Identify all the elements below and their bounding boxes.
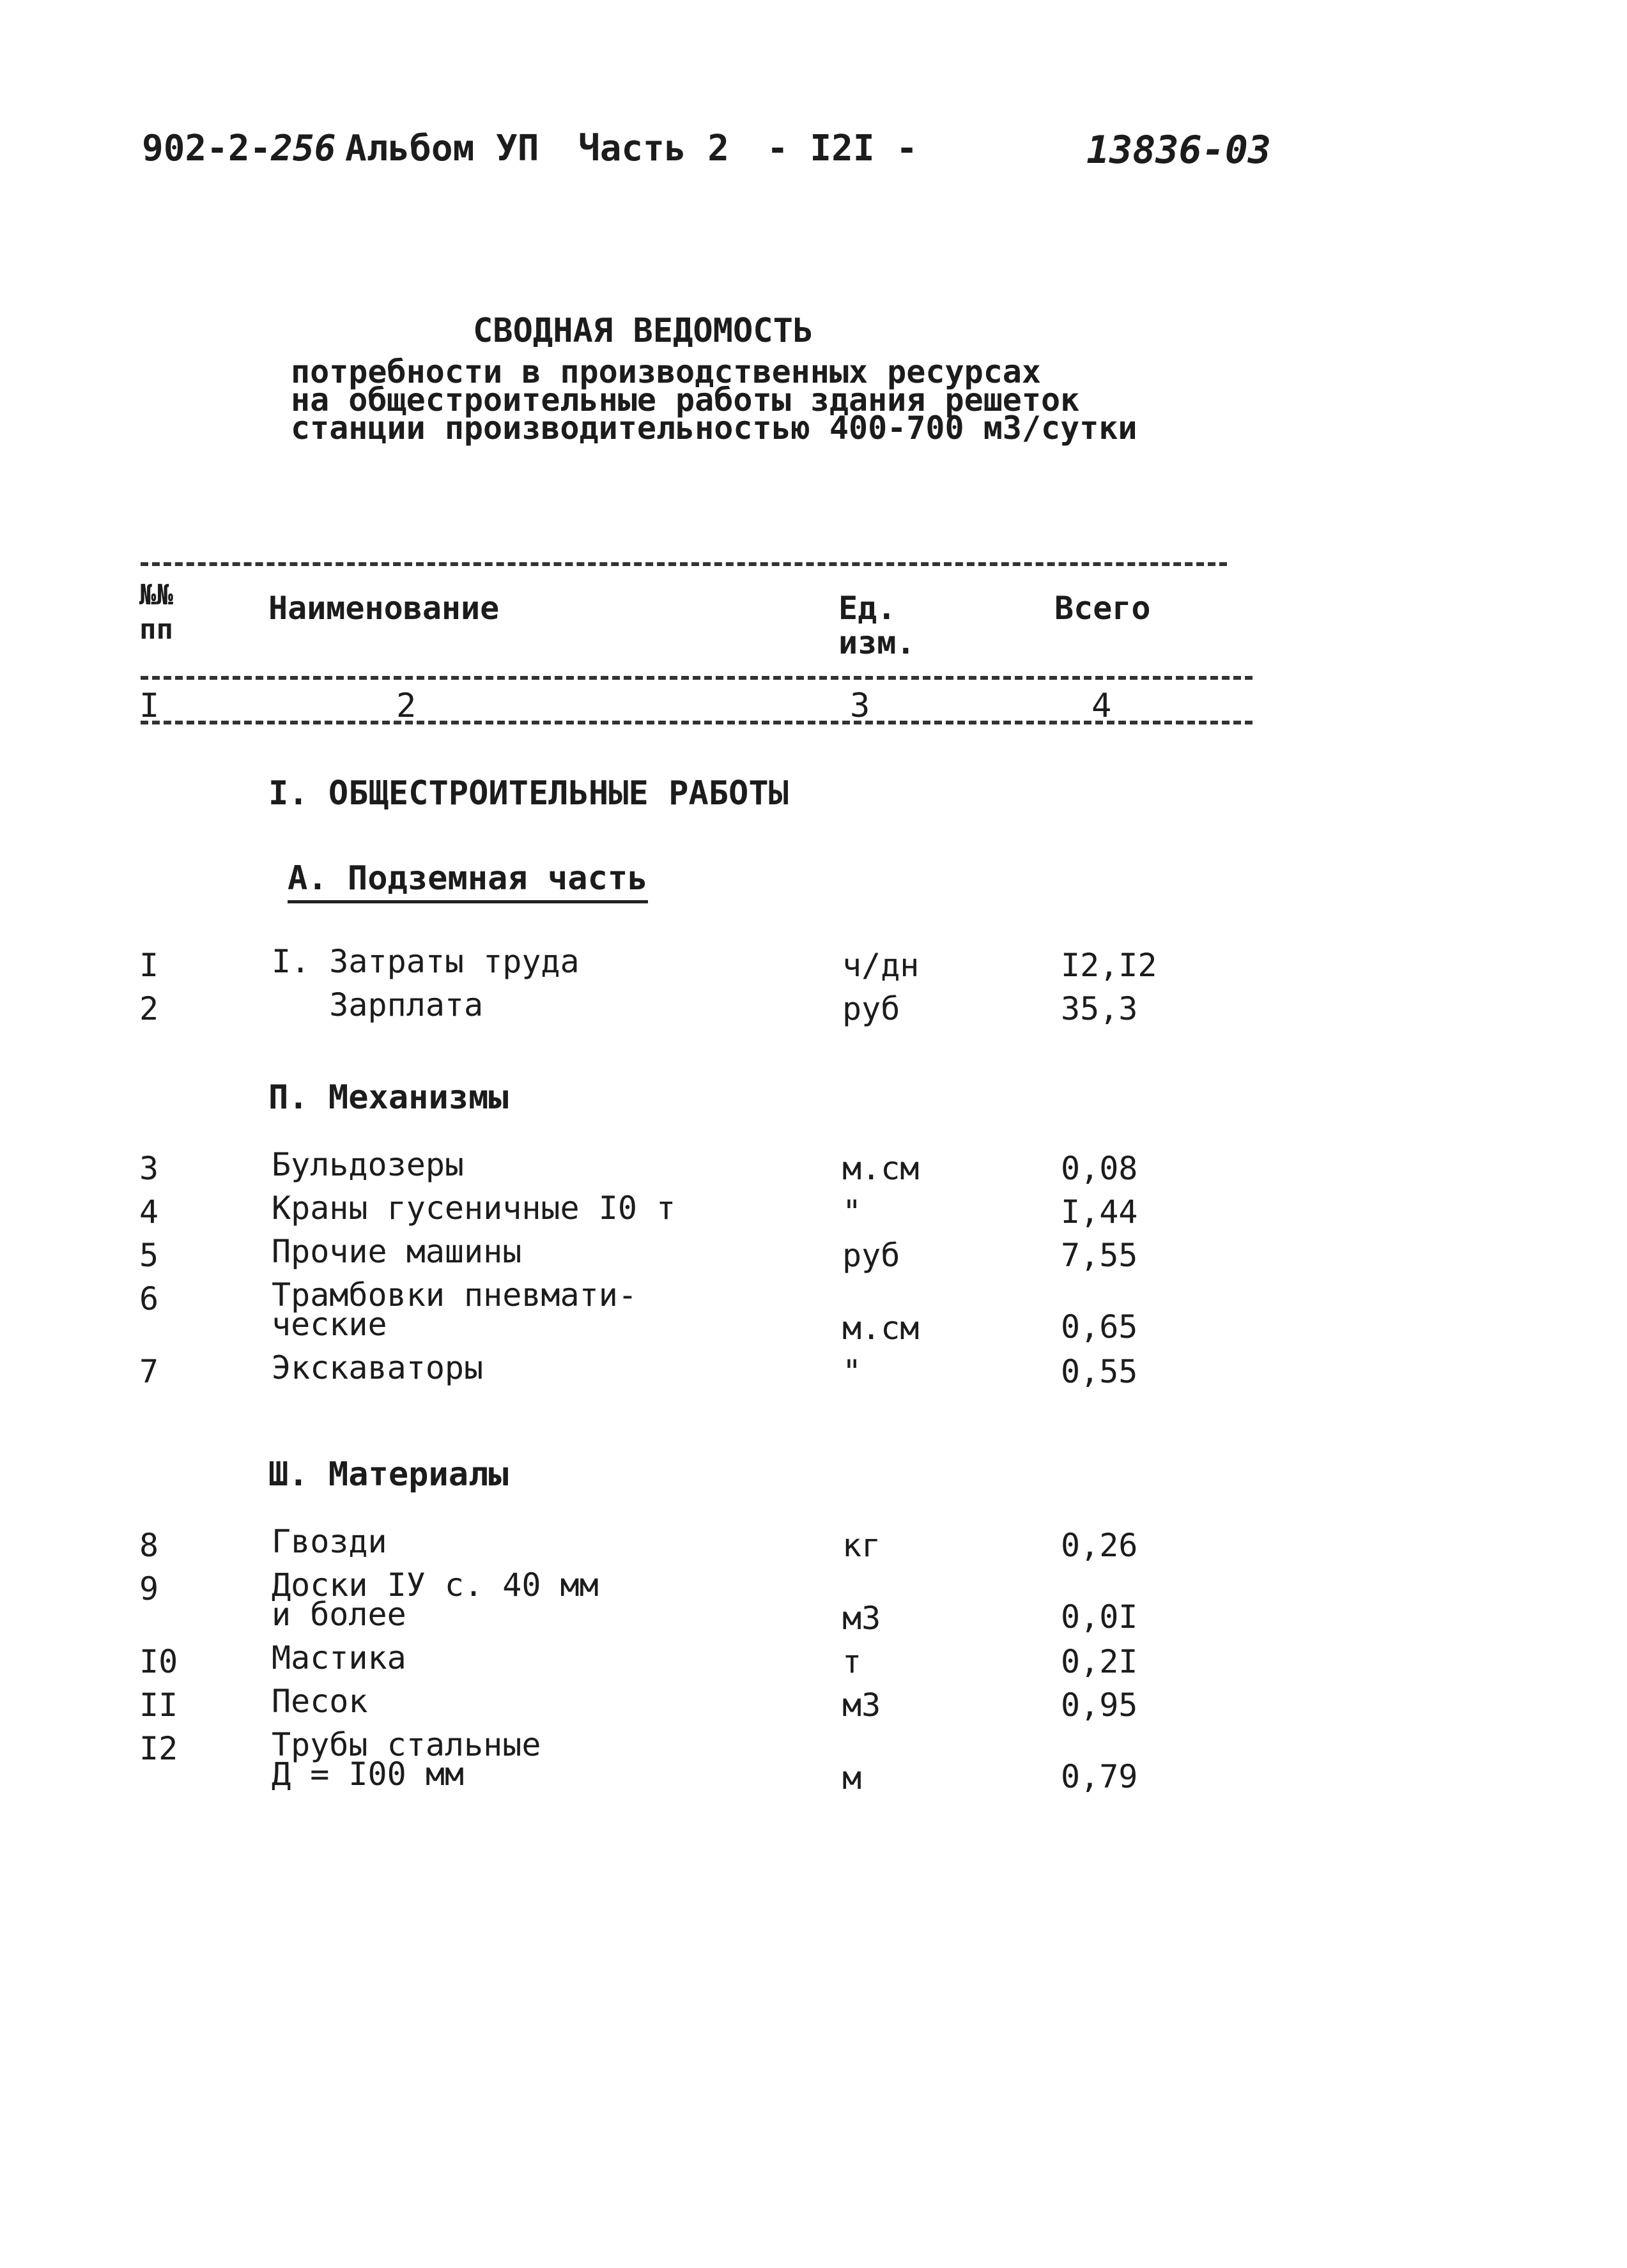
row-name: Песок: [272, 1683, 368, 1720]
table-row: [0, 1190, 1627, 1237]
doc-code-handwritten: 256: [271, 128, 336, 169]
column-number-1: I: [139, 687, 160, 725]
row-unit: м3: [842, 1687, 881, 1724]
row-number: 9: [139, 1570, 159, 1607]
table-row: [0, 1146, 1627, 1193]
row-unit: кг: [842, 1527, 881, 1564]
row-total: 35,3: [1061, 990, 1138, 1027]
table-row: [0, 1276, 1627, 1351]
row-number: I0: [139, 1643, 178, 1680]
row-unit: ч/дн: [842, 947, 920, 984]
row-unit: ": [842, 1193, 862, 1230]
row-total: 0,55: [1061, 1353, 1138, 1390]
row-number: 5: [139, 1237, 159, 1274]
row-name: Экскаваторы: [272, 1349, 484, 1386]
column-number-4: 4: [1091, 687, 1112, 725]
table-row: [0, 943, 1627, 990]
row-number: 8: [139, 1527, 159, 1564]
row-unit: ": [842, 1353, 862, 1390]
table-row: [0, 1683, 1627, 1730]
row-total: 0,26: [1061, 1527, 1138, 1564]
row-total: I2,I2: [1061, 947, 1157, 984]
row-unit: м3: [842, 1600, 881, 1637]
table-row: [0, 1567, 1627, 1641]
album-label: Альбом УП: [345, 128, 539, 169]
group-mechanisms: П. Механизмы: [268, 1078, 509, 1117]
row-name: I. Затраты труда: [272, 943, 580, 980]
row-name: Мастика: [272, 1639, 406, 1676]
column-numbers-rule: [141, 721, 1253, 724]
column-header-unit: Ед. изм.: [838, 590, 916, 661]
row-total: 0,08: [1061, 1150, 1138, 1187]
row-name: Трамбовки пневмати- ческие: [272, 1276, 637, 1343]
row-total: 0,2I: [1061, 1643, 1138, 1680]
column-header-total: Всего: [1054, 590, 1151, 627]
column-number-2: 2: [396, 687, 417, 725]
row-number: I2: [139, 1730, 178, 1767]
table-row: [0, 1726, 1627, 1800]
column-header-number: №№ пп: [139, 579, 173, 646]
header-rule: [141, 676, 1253, 680]
row-unit: т: [842, 1643, 862, 1680]
row-number: I: [139, 947, 159, 984]
row-total: 0,65: [1061, 1308, 1138, 1345]
subsection-title: А. Подземная часть: [288, 859, 648, 903]
row-name: Зарплата: [272, 986, 484, 1023]
table-row: [0, 1233, 1627, 1280]
row-name: Доски IУ с. 40 мм и более: [272, 1567, 599, 1633]
column-number-3: 3: [850, 687, 870, 725]
table-row: [0, 1523, 1627, 1570]
inventory-stamp: 13836-03: [1086, 128, 1271, 172]
row-total: I,44: [1061, 1193, 1138, 1230]
row-total: 0,0I: [1061, 1598, 1138, 1636]
table-row: [0, 1639, 1627, 1687]
page-number: - I2I -: [767, 128, 918, 169]
subtitle-line-3: станции производительностью 400-700 м3/сутки: [291, 410, 1137, 447]
row-unit: м: [842, 1759, 862, 1797]
column-header-name: Наименование: [268, 590, 500, 627]
table-top-rule: [141, 562, 1227, 566]
row-number: 7: [139, 1353, 159, 1390]
document-title: СВОДНАЯ ВЕДОМОСТЬ: [473, 312, 814, 350]
group-materials: Ш. Материалы: [268, 1455, 509, 1494]
row-number: 4: [139, 1193, 159, 1230]
row-name: Бульдозеры: [272, 1146, 465, 1183]
table-row: [0, 986, 1627, 1034]
table-row: [0, 1349, 1627, 1397]
subtitle-line-2: на общестроительные работы здания решеток: [291, 381, 1080, 418]
row-unit: м.см: [842, 1310, 920, 1347]
row-number: II: [139, 1687, 178, 1724]
row-total: 7,55: [1061, 1237, 1138, 1274]
section-title: I. ОБЩЕСТРОИТЕЛЬНЫЕ РАБОТЫ: [268, 774, 789, 813]
row-total: 0,79: [1061, 1758, 1138, 1795]
row-number: 2: [139, 990, 159, 1027]
row-total: 0,95: [1061, 1687, 1138, 1724]
row-number: 6: [139, 1280, 159, 1317]
part-label: Часть 2: [578, 128, 730, 169]
row-name: Трубы стальные Д = I00 мм: [272, 1726, 541, 1793]
row-unit: руб: [842, 990, 900, 1027]
row-name: Прочие машины: [272, 1233, 522, 1270]
row-unit: м.см: [842, 1150, 920, 1187]
row-unit: руб: [842, 1237, 900, 1274]
subtitle-line-1: потребности в производственных ресурсах: [291, 353, 1041, 390]
doc-code-printed: 902-2-: [142, 128, 272, 169]
row-name: Краны гусеничные I0 т: [272, 1190, 676, 1227]
row-name: Гвозди: [272, 1523, 387, 1560]
row-number: 3: [139, 1150, 159, 1187]
doc-code: [142, 128, 335, 169]
